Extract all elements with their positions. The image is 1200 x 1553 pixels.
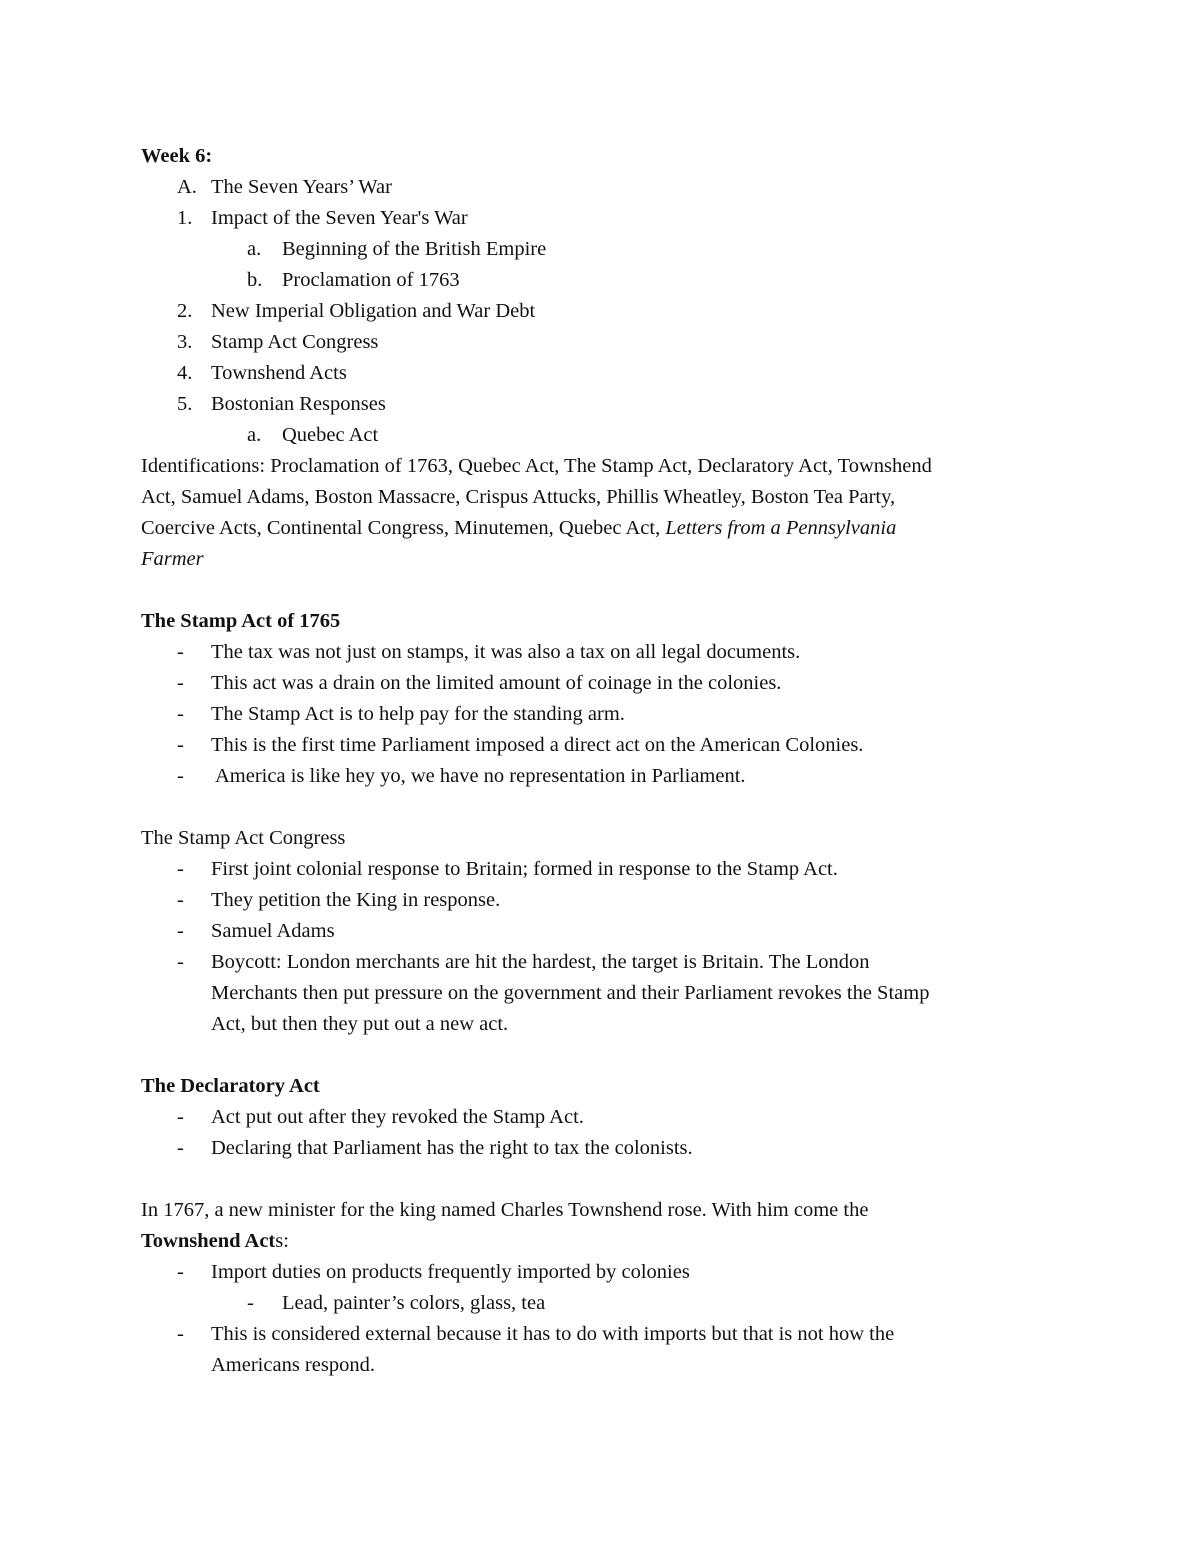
dash-marker: - <box>177 920 184 942</box>
dash-marker: - <box>177 765 184 787</box>
outline-text: New Imperial Obligation and War Debt <box>211 300 536 322</box>
dash-marker: - <box>177 703 184 725</box>
bullet-text: Boycott: London merchants are hit the hardest, the target is Britain. The London <box>211 951 870 973</box>
outline-marker: A. <box>177 176 197 198</box>
spacer <box>141 1164 1061 1195</box>
identifications-text: Coercive Acts, Continental Congress, Minutemen, Quebec Act, <box>141 517 666 539</box>
bullet-item <box>141 1319 1061 1350</box>
bullet-continuation <box>141 978 1061 1009</box>
identifications-italic-title: Letters from a Pennsylvania <box>665 517 897 539</box>
dash-marker: - <box>177 951 184 973</box>
dash-marker: - <box>177 734 184 756</box>
bullet-text: This act was a drain on the limited amount of coinage in the colonies. <box>211 672 782 694</box>
dash-marker: - <box>177 641 184 663</box>
townshend-intro: In 1767, a new minister for the king named Charles Townshend rose. With him come the <box>141 1199 869 1221</box>
declaratory-heading: The Declaratory Act <box>141 1075 320 1097</box>
outline-marker: 5. <box>177 393 193 415</box>
bullet-item <box>141 947 1061 978</box>
outline-item <box>141 172 1061 203</box>
dash-marker: - <box>177 1137 184 1159</box>
townshend-bold-label: Townshend Act <box>141 1230 276 1252</box>
spacer <box>141 1040 1061 1071</box>
dash-marker: - <box>247 1292 254 1314</box>
outline-text: Townshend Acts <box>211 362 347 384</box>
bullet-text: First joint colonial response to Britain; formed in response to the Stamp Act. <box>211 858 838 880</box>
outline-marker: 1. <box>177 207 193 229</box>
identifications-line: Identifications: Proclamation of 1763, Quebec Act, The Stamp Act, Declaratory Act, Townshend <box>141 455 932 477</box>
bullet-item <box>141 1257 1061 1288</box>
bullet-item <box>141 1102 1061 1133</box>
bullet-text: The Stamp Act is to help pay for the standing arm. <box>211 703 625 725</box>
bullet-text: Import duties on products frequently imported by colonies <box>211 1261 690 1283</box>
bullet-item <box>141 668 1061 699</box>
outline-text: The Seven Years’ War <box>211 176 392 198</box>
outline-text: Impact of the Seven Year's War <box>211 207 468 229</box>
outline-text: Bostonian Responses <box>211 393 386 415</box>
bullet-item <box>141 885 1061 916</box>
identifications-italic-title: Farmer <box>141 548 204 570</box>
stamp-act-heading: The Stamp Act of 1765 <box>141 610 341 632</box>
bullet-text: Lead, painter’s colors, glass, tea <box>282 1292 546 1314</box>
bullet-item <box>141 699 1061 730</box>
spacer <box>141 575 1061 606</box>
bullet-text: America is like hey yo, we have no representation in Parliament. <box>211 765 746 787</box>
townshend-label-tail: s: <box>275 1230 289 1252</box>
identifications-line <box>141 513 1061 544</box>
outline-item <box>141 327 1061 358</box>
bullet-text: This is considered external because it has to do with imports but that is not how the <box>211 1323 895 1345</box>
outline-marker: 4. <box>177 362 193 384</box>
identifications-line: Act, Samuel Adams, Boston Massacre, Crispus Attucks, Phillis Wheatley, Boston Tea Party, <box>141 486 896 508</box>
dash-marker: - <box>177 1323 184 1345</box>
outline-text: Proclamation of 1763 <box>282 269 460 291</box>
bullet-text: Americans respond. <box>211 1354 375 1376</box>
bullet-text: They petition the King in response. <box>211 889 501 911</box>
bullet-text: The tax was not just on stamps, it was also a tax on all legal documents. <box>211 641 801 663</box>
outline-text: Beginning of the British Empire <box>282 238 547 260</box>
outline-marker: 2. <box>177 300 193 322</box>
bullet-item <box>141 1133 1061 1164</box>
document-content <box>141 141 1061 1381</box>
outline-item <box>141 389 1061 420</box>
bullet-text: This is the first time Parliament imposed a direct act on the American Colonies. <box>211 734 864 756</box>
outline-text: Quebec Act <box>282 424 379 446</box>
bullet-text: Act, but then they put out a new act. <box>211 1013 509 1035</box>
bullet-item <box>141 637 1061 668</box>
dash-marker: - <box>177 889 184 911</box>
outline-marker: 3. <box>177 331 193 353</box>
congress-heading: The Stamp Act Congress <box>141 827 346 849</box>
bullet-text: Merchants then put pressure on the government and their Parliament revokes the Stamp <box>211 982 930 1004</box>
dash-marker: - <box>177 1261 184 1283</box>
dash-marker: - <box>177 1106 184 1128</box>
outline-subitem <box>141 420 1061 451</box>
bullet-continuation <box>141 1350 1061 1381</box>
outline-text: Stamp Act Congress <box>211 331 379 353</box>
outline-item <box>141 203 1061 234</box>
bullet-text: Samuel Adams <box>211 920 335 942</box>
bullet-item <box>141 854 1061 885</box>
bullet-text: Act put out after they revoked the Stamp Act. <box>211 1106 584 1128</box>
outline-marker: a. <box>247 238 262 260</box>
bullet-continuation <box>141 1009 1061 1040</box>
spacer <box>141 792 1061 823</box>
bullet-item <box>141 761 1061 792</box>
dash-marker: - <box>177 672 184 694</box>
outline-item <box>141 296 1061 327</box>
outline-subitem <box>141 234 1061 265</box>
townshend-label <box>141 1226 1061 1257</box>
outline-item <box>141 358 1061 389</box>
outline-subitem <box>141 265 1061 296</box>
sub-bullet-item <box>141 1288 1061 1319</box>
outline-marker: a. <box>247 424 262 446</box>
identifications-line <box>141 544 1061 575</box>
outline-marker: b. <box>247 269 263 291</box>
week-heading: Week 6: <box>141 145 213 167</box>
bullet-item <box>141 730 1061 761</box>
bullet-text: Declaring that Parliament has the right to tax the colonists. <box>211 1137 693 1159</box>
bullet-item <box>141 916 1061 947</box>
dash-marker: - <box>177 858 184 880</box>
